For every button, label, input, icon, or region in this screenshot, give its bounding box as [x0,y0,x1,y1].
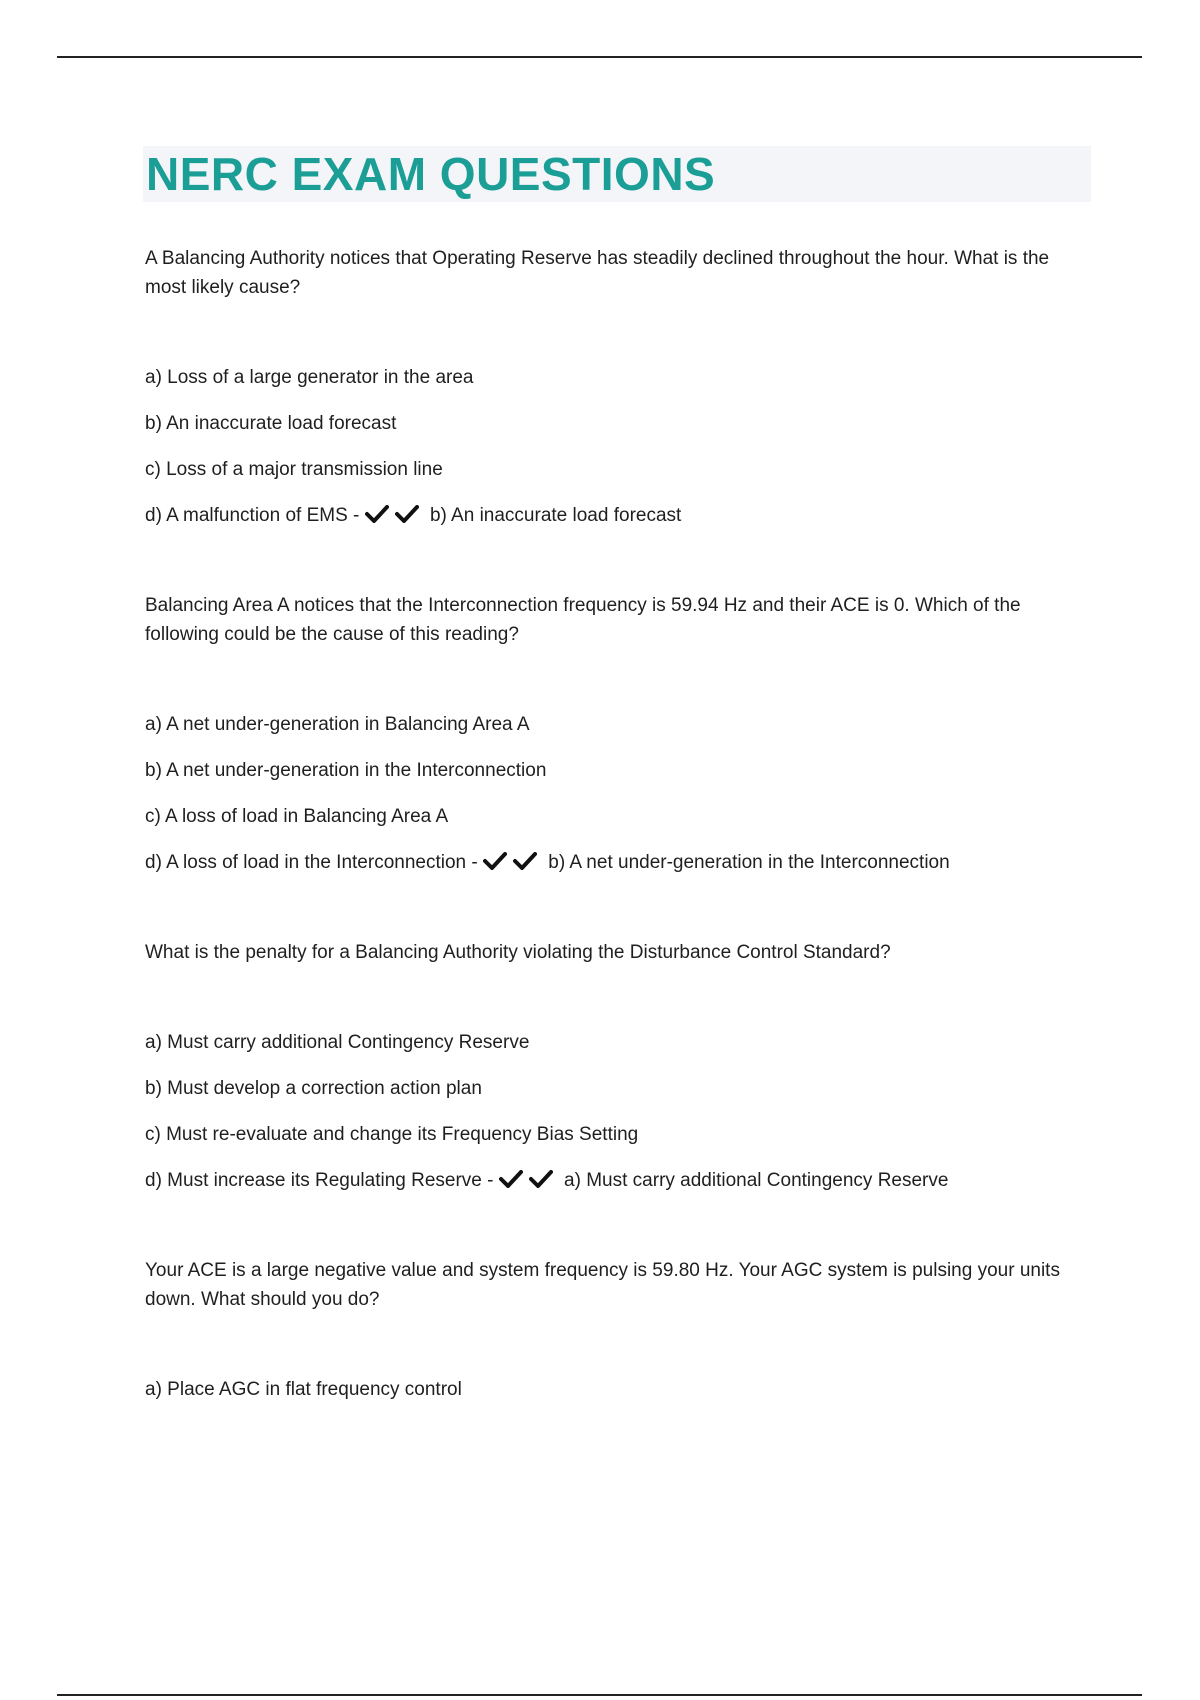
option-item: c) A loss of load in Balancing Area A [145,806,449,827]
question-block [145,1256,1095,1404]
option-item: b) An inaccurate load forecast [145,413,397,434]
option-item: a) A net under-generation in Balancing Area A [145,714,530,735]
option-item: a) Loss of a large generator in the area [145,367,474,388]
option-item: d) A loss of load in the Interconnection - [145,852,478,873]
question-text: Balancing Area A notices that the Interconnection frequency is 59.94 Hz and their ACE is 0. Which of the following could be the cause of this reading? [145,595,1021,645]
answer-line [145,501,1095,530]
question-text: What is the penalty for a Balancing Authority violating the Disturbance Control Standard? [145,942,891,963]
option-item: a) Place AGC in flat frequency control [145,1379,462,1400]
check-icon [395,505,419,523]
option-item: a) Must carry additional Contingency Reserve [145,1032,530,1053]
check-icon [483,852,507,870]
check-icon [513,852,537,870]
page-title: NERC EXAM QUESTIONS [146,148,716,200]
answer-text: b) An inaccurate load forecast [429,505,682,526]
answer-line [145,1166,1095,1195]
answer-line [145,848,1095,877]
footer-rule [57,1694,1142,1696]
check-icon [499,1170,523,1188]
question-text: A Balancing Authority notices that Operating Reserve has steadily declined throughout the hour. What is the most likely cause? [145,248,1050,298]
option-list [145,710,1095,877]
option-item: d) Must increase its Regulating Reserve - [145,1170,494,1191]
question-block [145,591,1095,877]
option-item: c) Must re-evaluate and change its Frequency Bias Setting [145,1124,639,1145]
option-item: c) Loss of a major transmission line [145,459,443,480]
check-icon [529,1170,553,1188]
header-rule [57,56,1142,58]
option-item: d) A malfunction of EMS - [145,505,360,526]
answer-text: b) A net under-generation in the Interconnection [548,852,950,873]
check-icon [365,505,389,523]
question-text: Your ACE is a large negative value and system frequency is 59.80 Hz. Your AGC system is pulsing your units down. What should you do? [145,1260,1060,1310]
document-body [145,244,1095,1465]
option-item: b) A net under-generation in the Interconnection [145,760,547,781]
option-list [145,1375,1095,1404]
question-block [145,938,1095,1195]
answer-text: a) Must carry additional Contingency Reserve [564,1170,949,1191]
option-list [145,363,1095,530]
option-list [145,1028,1095,1195]
option-item: b) Must develop a correction action plan [145,1078,482,1099]
question-block [145,244,1095,530]
